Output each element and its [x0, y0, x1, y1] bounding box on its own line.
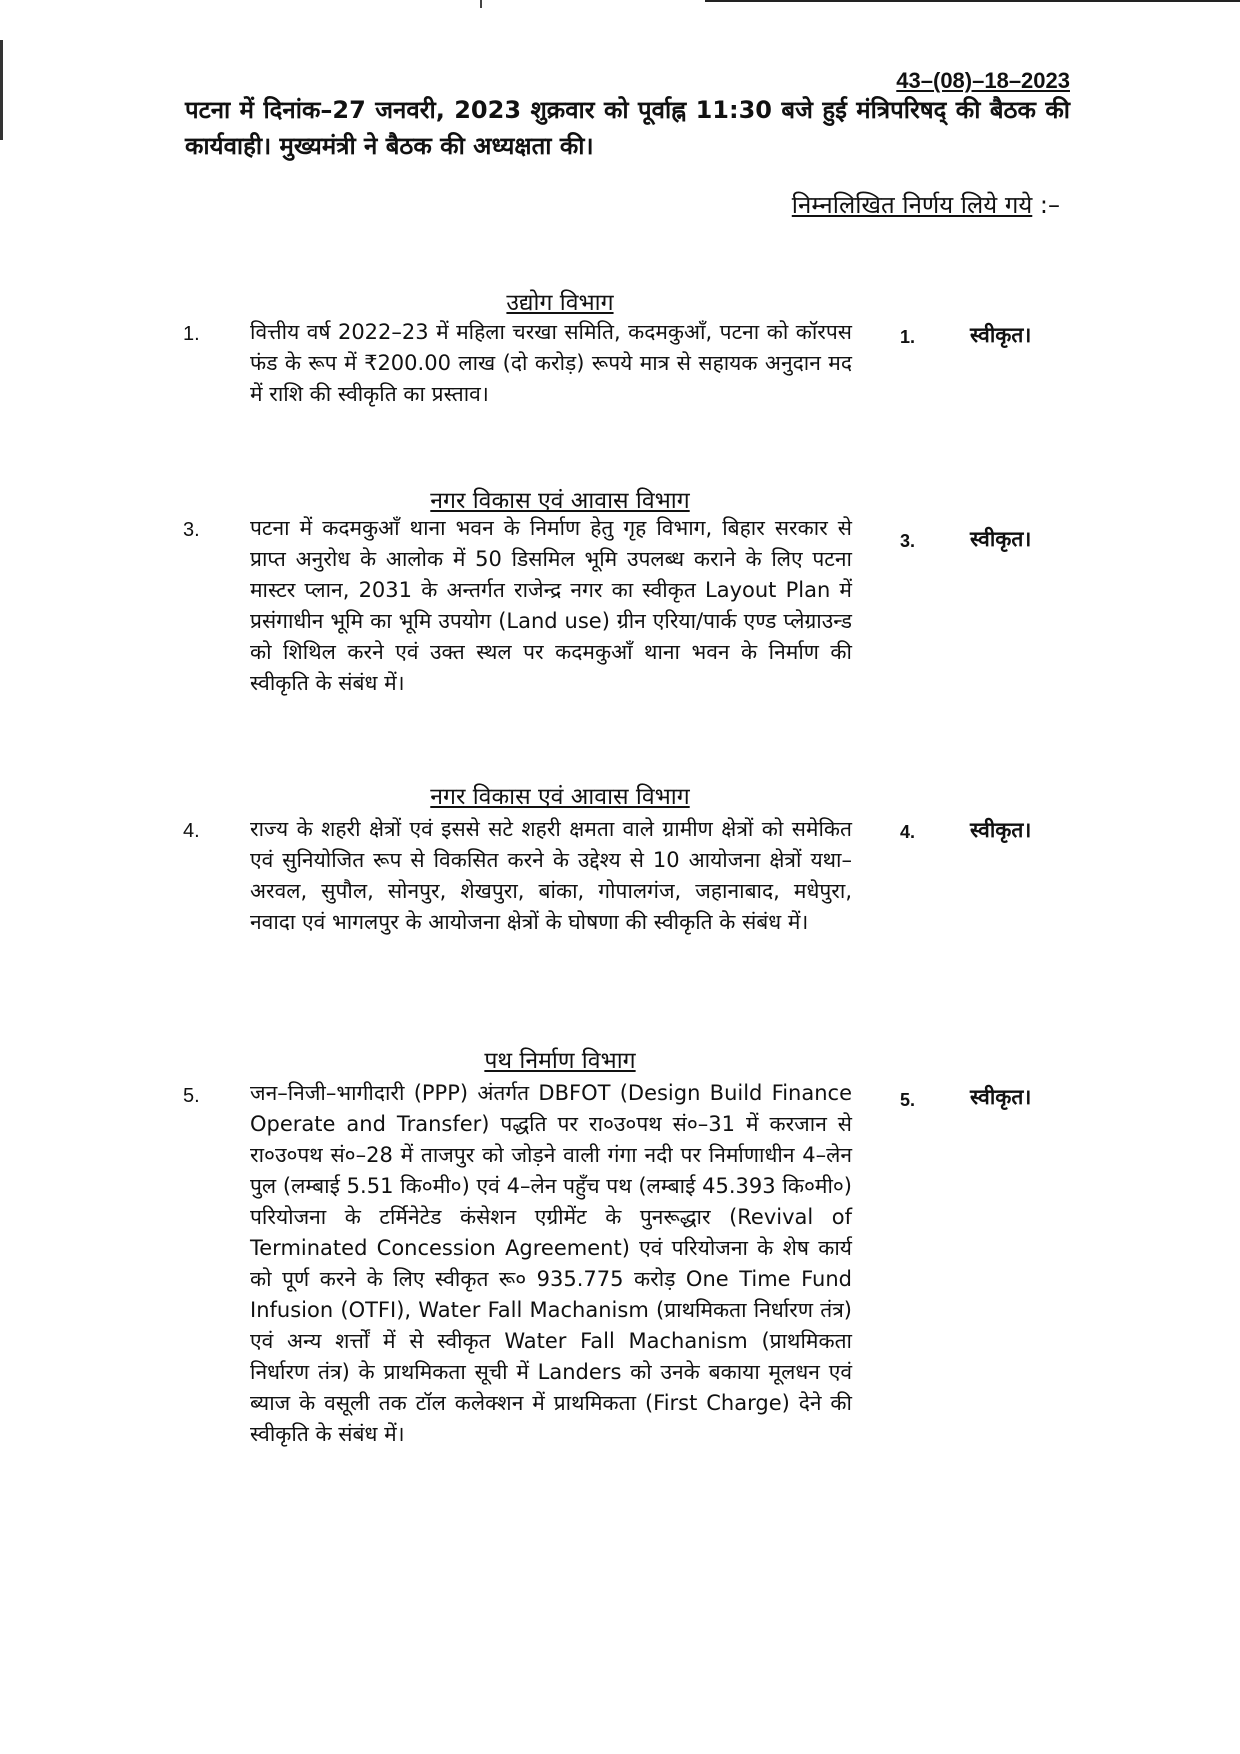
department-heading: नगर विकास एवं आवास विभाग [430, 488, 690, 514]
scan-edge-shadow [0, 40, 3, 140]
status-label: स्वीकृत। [970, 1085, 1032, 1109]
item-text: राज्य के शहरी क्षेत्रों एवं इससे सटे शहरी क्षमता वाले ग्रामीण क्षेत्रों को समेकित एवं सुनियोजित रूप से विकसित करने के उद्देश्य से 10 आयोजना क्षेत्रों यथा–अरवल, सुपौल, सोनपुर, शेखपुरा, बांका, गोपालगंज, जहानाबाद, मधेपुरा, नवादा एवं भागलपुर के आयोजना क्षेत्रों के घोषणा की स्वीकृति के संबंध में। [250, 817, 852, 934]
meeting-heading: पटना में दिनांक–27 जनवरी, 2023 शुक्रवार को पूर्वाह्न 11:30 बजे हुई मंत्रिपरिषद् की बैठक की कार्यवाही। मुख्यमंत्री ने बैठक की अध्यक्षता की। [185, 96, 1070, 160]
decisions-intro-suffix: :– [1032, 191, 1060, 219]
item-text: पटना में कदमकुआँ थाना भवन के निर्माण हेतु गृह विभाग, बिहार सरकार से प्राप्त अनुरोध के आलोक में 50 डिसमिल भूमि उपलब्ध कराने के लिए पटना मास्टर प्लान, 2031 के अन्तर्गत राजेन्द्र नगर का स्वीकृत Layout Plan में प्रसंगाधीन भूमि का भूमि उपयोग (Land use) ग्रीन एरिया/पार्क एण्ड प्लेग्राउन्ड को शिथिल करने एवं उक्त स्थल पर कदमकुआँ थाना भवन के निर्माण की स्वीकृति के संबंध में। [250, 516, 852, 695]
scan-border-line [705, 0, 1240, 2]
item-text: वित्तीय वर्ष 2022–23 में महिला चरखा समिति, कदमकुआँ, पटना को कॉरपस फंड के रूप में ₹200.00 लाख (दो करोड़) रूपये मात्र से सहायक अनुदान मद में राशि की स्वीकृति का प्रस्ताव। [250, 320, 852, 406]
status-label: स्वीकृत। [970, 323, 1032, 347]
department-heading: नगर विकास एवं आवास विभाग [430, 784, 690, 810]
status-number: 5. [900, 1090, 916, 1110]
item-text: जन–निजी–भागीदारी (PPP) अंतर्गत DBFOT (Design Build Finance Operate and Transfer) पद्धति पर रा०उ०पथ सं०–31 में करजान से रा०उ०पथ सं०–28 में ताजपुर को जोड़ने वाली गंगा नदी पर निर्माणाधीन 4–लेन पुल (लम्बाई 5.51 कि०मी०) एवं 4–लेन पहुँच पथ (लम्बाई 45.393 कि०मी०) परियोजना के टर्मिनेटेड कंसेशन एग्रीमेंट के पुनरूद्धार (Revival of Terminated Concession Agreement) एवं परियोजना के शेष कार्य को पूर्ण करने के लिए स्वीकृत रू० 935.775 करोड़ One Time Fund Infusion (OTFI), Water Fall Machanism (प्राथमिकता निर्धारण तंत्र) एवं अन्य शर्त्तों में से स्वीकृत Water Fall Machanism (प्राथमिकता निर्धारण तंत्र) के प्राथमिकता सूची में Landers को उनके बकाया मूलधन एवं ब्याज के वसूली तक टॉल कलेक्शन में प्राथमिकता (First Charge) देने की स्वीकृति के संबंध में। [250, 1081, 852, 1446]
status-label: स्वीकृत। [970, 527, 1032, 551]
status-number: 3. [900, 531, 916, 551]
decisions-intro [792, 188, 1060, 221]
status-number: 1. [900, 327, 916, 347]
decisions-intro-text: निम्नलिखित निर्णय लिये गये [791, 191, 1033, 219]
department-heading: उद्योग विभाग [506, 290, 614, 316]
status-label: स्वीकृत। [970, 818, 1032, 842]
department-heading: पथ निर्माण विभाग [484, 1048, 636, 1074]
item-number: 1. [183, 323, 200, 345]
item-number: 3. [183, 519, 200, 541]
status-number: 4. [900, 822, 916, 842]
reference-number: 43–(08)–18–2023 [896, 68, 1070, 93]
item-number: 5. [183, 1085, 200, 1107]
scan-mark [480, 0, 482, 8]
item-number: 4. [183, 820, 200, 842]
